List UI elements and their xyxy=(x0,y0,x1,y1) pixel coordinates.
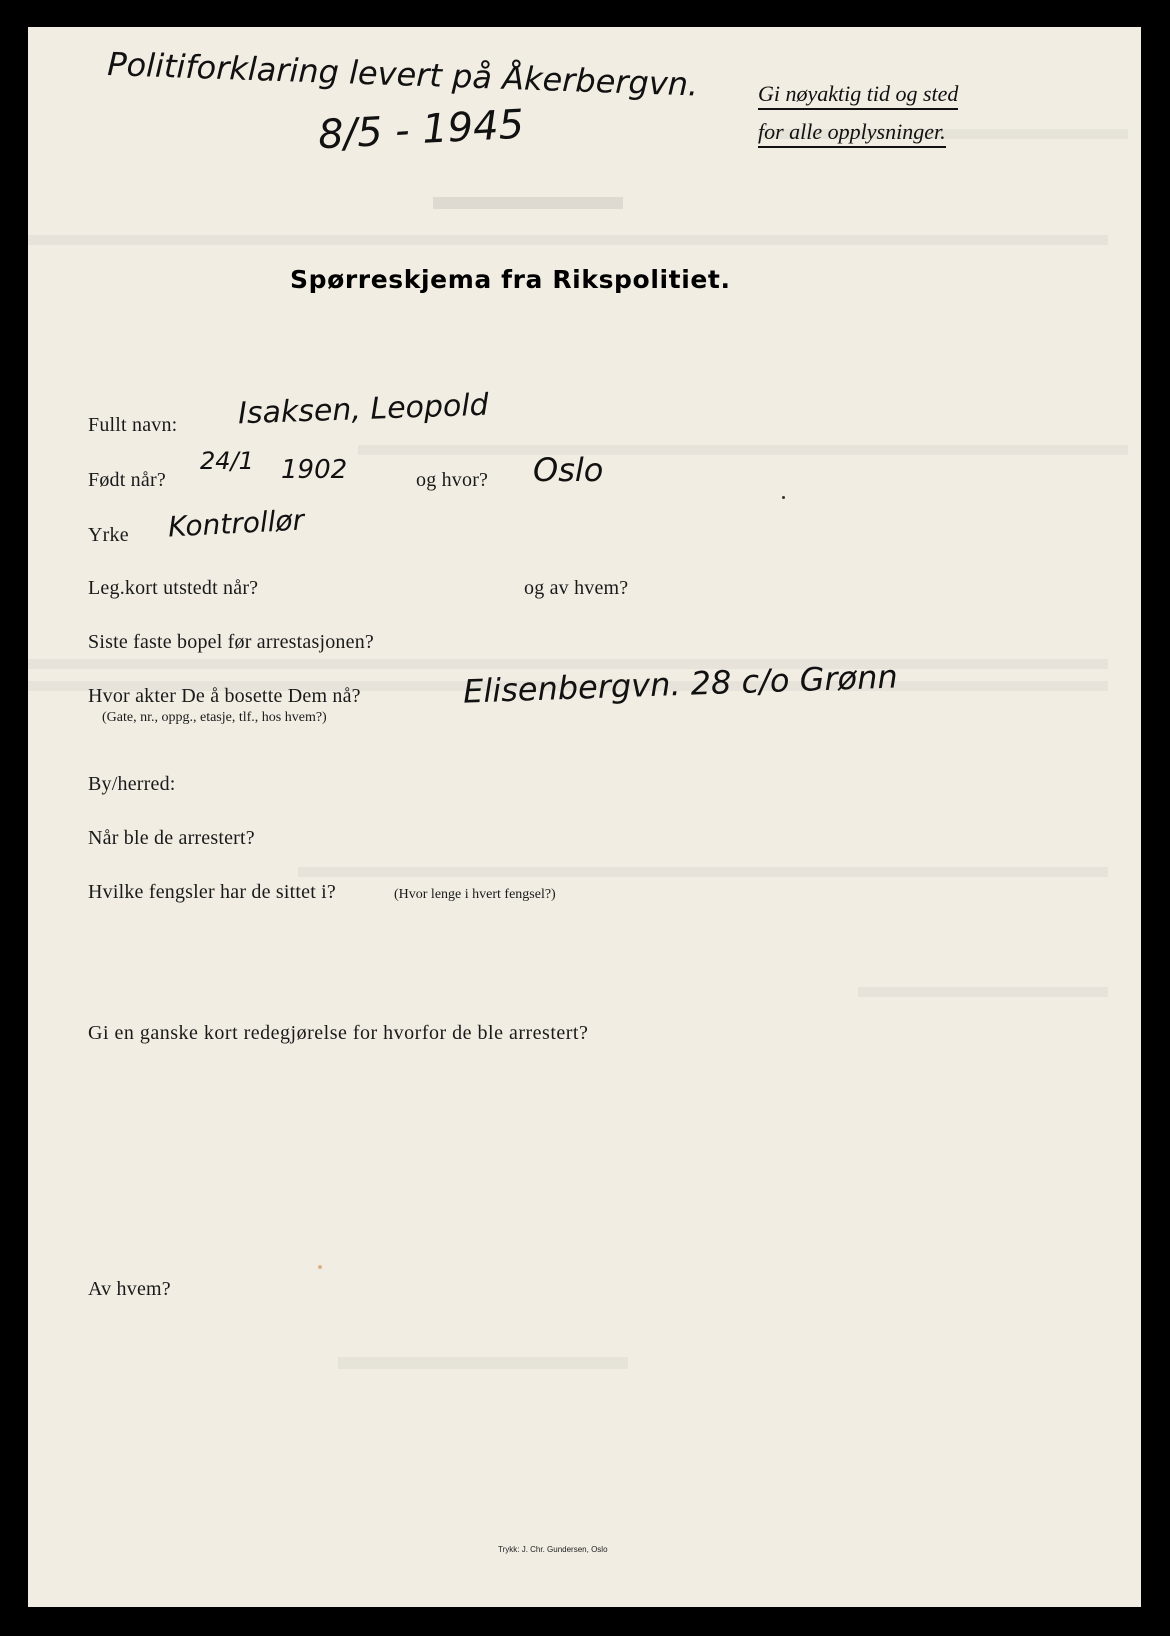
by-whom-label: Av hvem? xyxy=(88,1278,171,1300)
ink-speck xyxy=(782,496,785,499)
birth-place-value: Oslo xyxy=(533,451,604,489)
bleed-through-mark xyxy=(28,235,1108,245)
form-sheet xyxy=(28,27,1141,1607)
town-label: By/herred: xyxy=(88,773,176,795)
born-when-label: Født når? xyxy=(88,469,166,491)
birth-year-value: 1902 xyxy=(281,455,348,485)
prisons-hint: (Hvor lenge i hvert fengsel?) xyxy=(394,887,556,902)
settle-where-hint: (Gate, nr., oppg., etasje, tlf., hos hvem?) xyxy=(102,710,327,725)
handwritten-header-note: Politiforklaring levert på Åkerbergvn. xyxy=(106,45,699,104)
bleed-through-mark xyxy=(433,197,623,209)
full-name-label: Fullt navn: xyxy=(88,414,178,436)
id-card-when-label: Leg.kort utstedt når? xyxy=(88,577,259,599)
form-title: Spørreskjema fra Rikspolitiet. xyxy=(290,265,731,294)
occupation-value: Kontrollør xyxy=(167,503,305,544)
bleed-through-mark xyxy=(358,445,1128,455)
instruction-line-1: Gi nøyaktig tid og sted xyxy=(758,81,958,110)
new-address-value: Elisenbergvn. 28 c/o Grønn xyxy=(462,657,899,711)
printer-footer: Trykk: J. Chr. Gundersen, Oslo xyxy=(498,1545,608,1554)
reason-label: Gi en ganske kort redegjørelse for hvorfor de ble arrestert? xyxy=(88,1022,589,1044)
id-card-by-label: og av hvem? xyxy=(524,577,629,599)
bleed-through-mark xyxy=(298,867,1108,877)
handwritten-header-date: 8/5 - 1945 xyxy=(316,101,526,159)
settle-where-label: Hvor akter De å bosette Dem nå? xyxy=(88,685,361,707)
bleed-through-mark xyxy=(338,1357,628,1369)
prisons-label: Hvilke fengsler har de sittet i? xyxy=(88,881,336,903)
occupation-label: Yrke xyxy=(88,524,129,546)
instruction-line-2: for alle opplysninger. xyxy=(758,119,946,148)
born-where-label: og hvor? xyxy=(416,469,489,491)
bleed-through-mark xyxy=(28,659,1108,669)
arrested-when-label: Når ble de arrestert? xyxy=(88,827,255,849)
birth-date-value: 24/1 xyxy=(200,447,254,475)
full-name-value: Isaksen, Leopold xyxy=(237,387,490,432)
last-residence-label: Siste faste bopel før arrestasjonen? xyxy=(88,631,374,653)
bleed-through-mark xyxy=(858,987,1108,997)
paper-stain xyxy=(318,1265,322,1269)
